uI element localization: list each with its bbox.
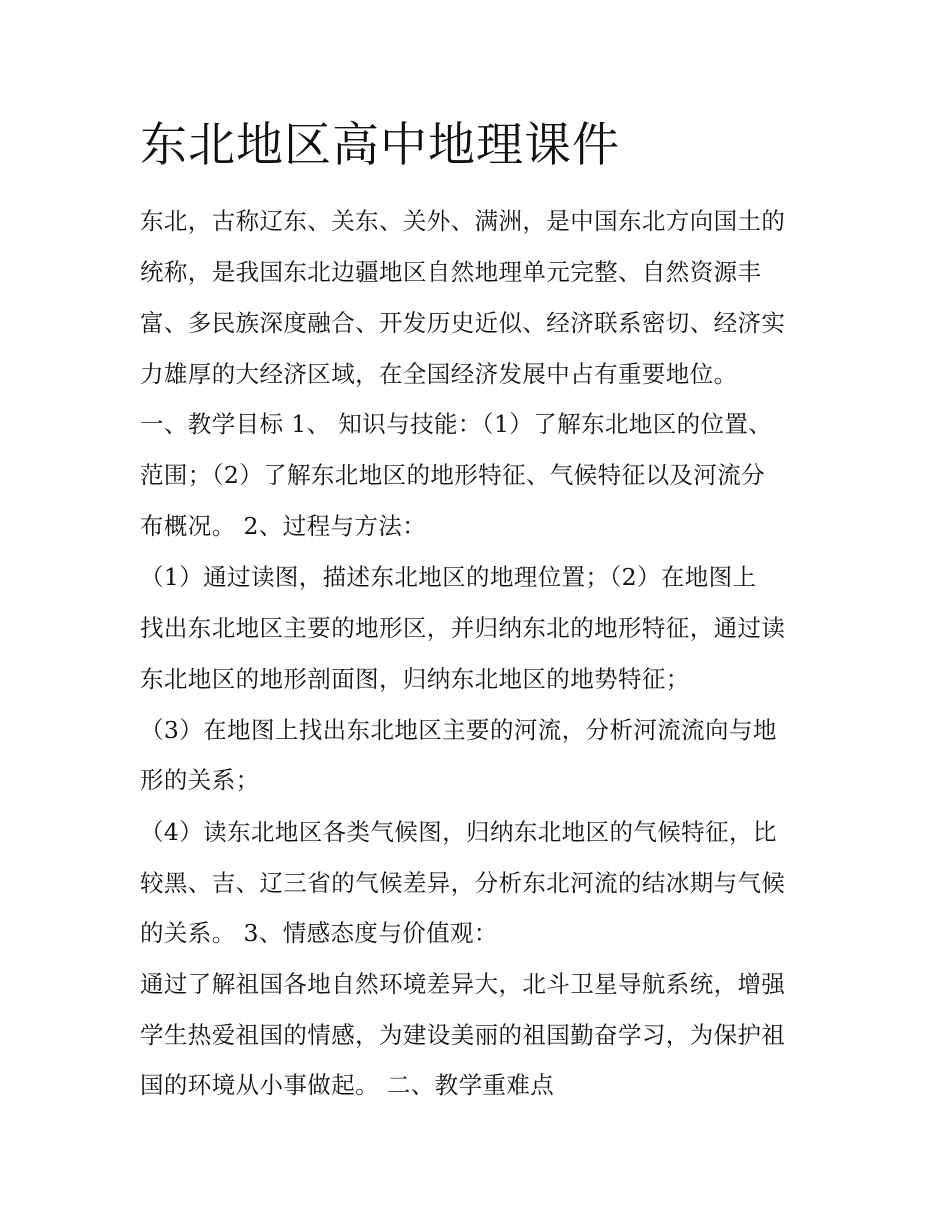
body-line: 较黑、吉、辽三省的气候差异，分析东北河流的结冰期与气候 <box>140 869 786 897</box>
body-line: 国的环境从小事做起。 二、教学重难点 <box>140 1071 555 1099</box>
document-title: 东北地区高中地理课件 <box>140 118 620 173</box>
body-line: 统称，是我国东北边疆地区自然地理单元完整、自然资源丰 <box>140 258 762 286</box>
body-line: 富、多民族深度融合、开发历史近似、经济联系密切、经济实 <box>140 309 786 337</box>
body-line: 东北地区的地形剖面图，归纳东北地区的地势特征； <box>140 665 690 693</box>
body-line: 东北，古称辽东、关东、关外、满洲，是中国东北方向国土的 <box>140 207 786 235</box>
body-line: （1）通过读图，描述东北地区的地理位置；（2）在地图上 <box>140 563 757 591</box>
body-line: 形的关系； <box>140 766 260 794</box>
body-line: 一、教学目标 1、 知识与技能：（1）了解东北地区的位置、 <box>140 410 773 438</box>
body-line: （3）在地图上找出东北地区主要的河流，分析河流流向与地 <box>140 716 777 744</box>
body-line: 的关系。 3、情感态度与价值观： <box>140 919 498 947</box>
body-line: 通过了解祖国各地自然环境差异大，北斗卫星导航系统，增强 <box>140 970 786 998</box>
body-line: 力雄厚的大经济区域，在全国经济发展中占有重要地位。 <box>140 360 738 388</box>
body-line: 范围；（2）了解东北地区的地形特征、气候特征以及河流分 <box>140 461 766 489</box>
body-line: 布概况。 2、过程与方法： <box>140 512 427 540</box>
body-line: （4）读东北地区各类气候图，归纳东北地区的气候特征，比 <box>140 818 777 846</box>
body-line: 找出东北地区主要的地形区，并归纳东北的地形特征，通过读 <box>140 614 786 642</box>
body-line: 学生热爱祖国的情感，为建设美丽的祖国勤奋学习，为保护祖 <box>140 1021 786 1049</box>
